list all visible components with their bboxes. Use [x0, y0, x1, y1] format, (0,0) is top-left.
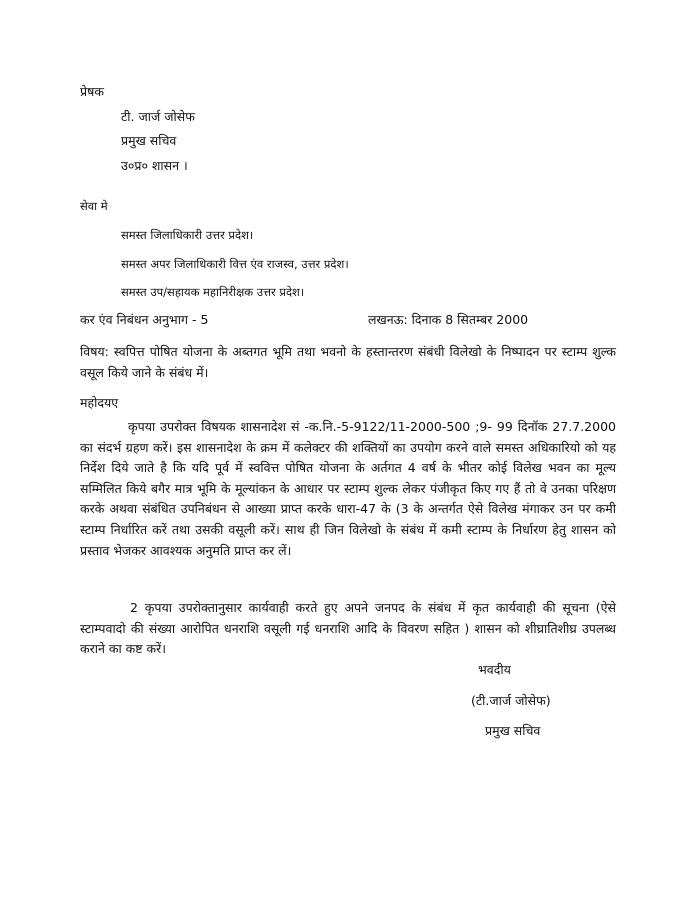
place-date: लखनऊ: दिनाक 8 सितम्बर 2000	[368, 312, 529, 327]
subject-line: विषय: स्वपित्त पोषित योजना के अब्तगत भूमि तथा भवनो के हस्तान्तरण संबंधी विलेखो के निष्पादन पर स्टाम्प शुल्क वसूल किये जाने के संबंध में।	[80, 344, 616, 380]
recipient-item: समस्त अपर जिलाधिकारी वित्त एंव राजस्व, उत्तर प्रदेश।	[121, 257, 349, 271]
salutation: महोदयए	[80, 395, 119, 410]
closing-text: भवदीय	[478, 662, 511, 677]
sender-designation: प्रमुख सचिव	[121, 133, 177, 148]
recipients-label: सेवा मे	[80, 199, 108, 213]
recipient-item: समस्त उप/सहायक महानिरीक्षक उत्तर प्रदेश।	[121, 285, 305, 299]
sender-office: उ०प्र० शासन ।	[121, 158, 188, 173]
signatory-name: (टी.जार्ज जोसेफ)	[471, 693, 551, 708]
section-reference: कर एंव निबंधन अनुभाग - 5	[80, 312, 209, 327]
recipient-item: समस्त जिलाधिकारी उत्तर प्रदेश।	[121, 228, 254, 242]
signatory-designation: प्रमुख सचिव	[485, 723, 541, 738]
sender-label: प्रेषक	[80, 84, 104, 99]
sender-name: टी. जार्ज जोसेफ	[121, 109, 195, 124]
body-paragraph-2: 2 कृपया उपरोक्तानुसार कार्यवाही करते हुए अपने जनपद के संबंध में कृत कार्यवाही की सूचना (ऐसे स्टाम्पवादो की संख्या आरोपित धनराशि वसूली गई धनराशि आदि के विवरण सहित ) शासन को शीघ्रातिशीघ्र उपलब्ध कराने का कष्ट करें।	[80, 600, 616, 657]
body-paragraph-1: कृपया उपरोक्त विषयक शासनादेश सं -क.नि.-5-9122/11-2000-500 ;9- 99 दिनॉक 27.7.2000 का संदर्भ ग्रहण करें। इस शासनादेश के क्रम में कलेक्टर की शक्तियों का उपयोग करने वाले समस्त अधिकारियो को यह निर्देश दिये जाते है कि यदि पूर्व में स्ववित्त पोषित योजना के अर्तगत 4 वर्ष के भीतर कोई विलेख भवन का मूल्य सम्मिलित किये बगैर मात्र भूमि के मूल्यांकन के आधार पर स्टाम्प शुल्क लेकर पंजीकृत किए गए हैं तो वे उनका परिक्षण करके अथवा संबंधित उपनिबंधन से आख्या प्राप्त करके धारा-47 के (3 के अन्तर्गत ऐसे विलेख मंगाकर उन पर कमी स्टाम्प निर्धारित करें तथा उसकी वसूली करें। साथ ही जिन विलेखो के संबंध में कमी स्टाम्प के निर्धारण हेतु शासन को प्रस्ताव भेजकर आवश्यक अनुमति प्राप्त कर लें।	[80, 419, 616, 558]
